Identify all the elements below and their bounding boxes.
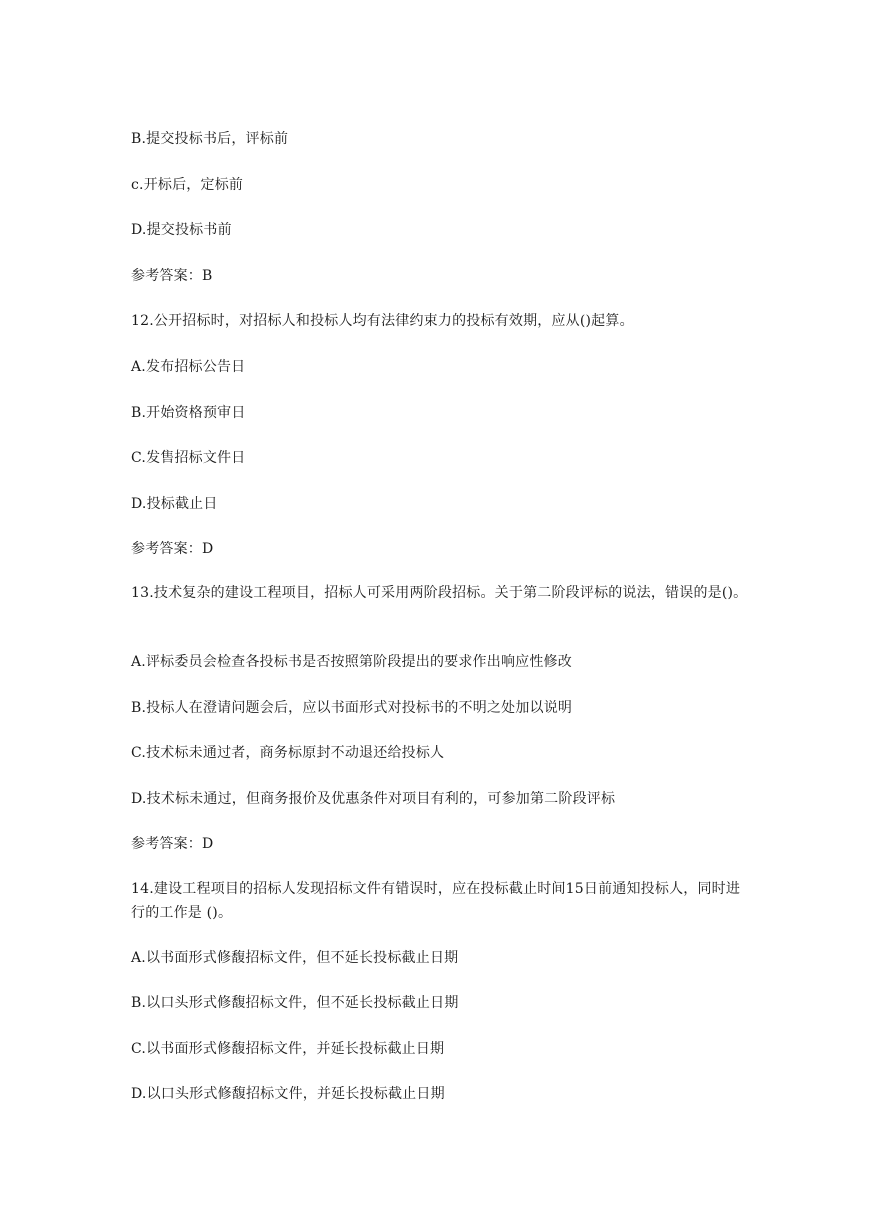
answer-q12: 参考答案：D [131, 541, 214, 557]
option-a-q13: A.评标委员会检查各投标书是否按照第阶段提出的要求作出响应性修改 [131, 654, 572, 670]
option-b-q11: B.提交投标书后，评标前 [131, 131, 289, 147]
option-d-q14: D.以口头形式修馥招标文件，并延长投标截止日期 [131, 1086, 445, 1102]
option-c-q12: C.发售招标文件日 [131, 450, 246, 466]
question-14: 14.建设工程项目的招标人发现招标文件有错误时，应在投标截止时间15日前通知投标人，同时进行的工作是 ()。 [131, 881, 741, 921]
option-b-q12: B.开始资格预审日 [131, 405, 246, 421]
option-a-q12: A.发布招标公告日 [131, 359, 246, 375]
option-b-q13: B.投标人在澄请问题会后，应以书面形式对投标书的不明之处加以说明 [131, 700, 573, 716]
option-a-q14: A.以书面形式修馥招标文件，但不延长投标截止日期 [131, 950, 459, 966]
option-c-q13: C.技术标未通过者，商务标原封不动退还给投标人 [131, 745, 445, 761]
answer-q11: 参考答案：B [131, 268, 213, 284]
answer-q13: 参考答案：D [131, 836, 214, 852]
option-c-q14: C.以书面形式修馥招标文件，并延长投标截止日期 [131, 1041, 445, 1057]
question-12: 12.公开招标时，对招标人和投标人均有法律约束力的投标有效期，应从()起算。 [131, 313, 634, 329]
option-d-q11: D.提交投标书前 [131, 222, 232, 238]
question-13: 13.技术复杂的建设工程项目，招标人可采用两阶段招标。关于第二阶段评标的说法，错误的是()。 [131, 585, 748, 601]
option-c-q11: c.开标后，定标前 [131, 177, 244, 193]
option-b-q14: B.以口头形式修馥招标文件，但不延长投标截止日期 [131, 995, 459, 1011]
option-d-q13: D.技术标未通过，但商务报价及优惠条件对项目有利的，可参加第二阶段评标 [131, 791, 616, 807]
option-d-q12: D.投标截止日 [131, 496, 218, 512]
